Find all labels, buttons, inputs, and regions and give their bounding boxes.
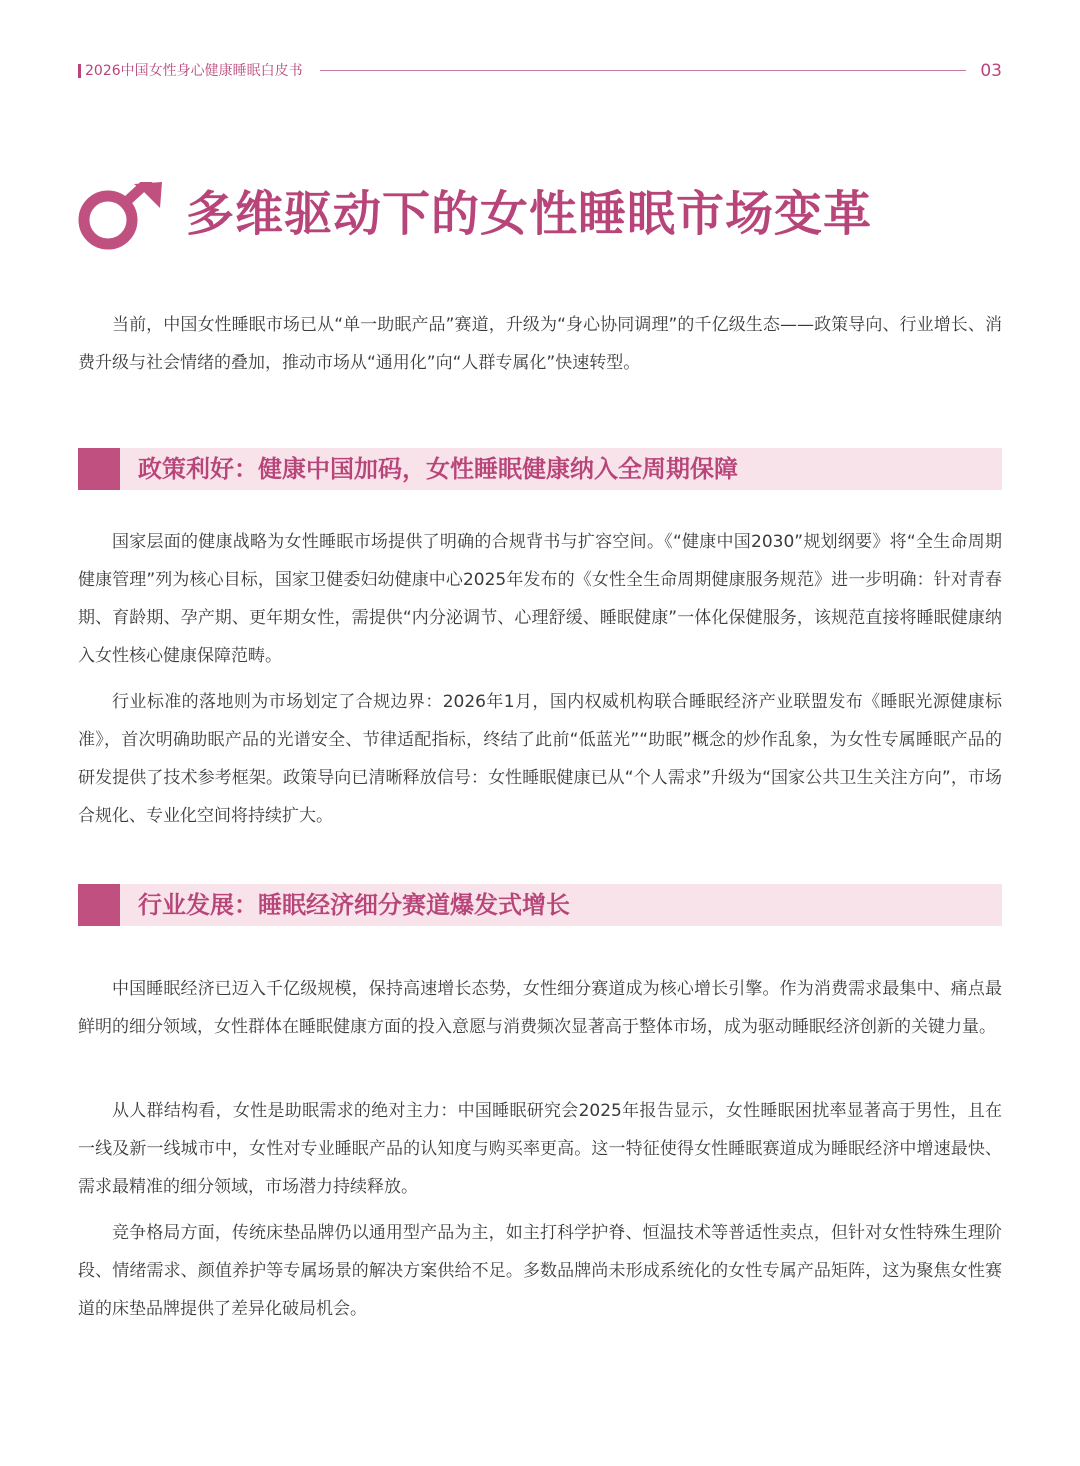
body-paragraph: 中国睡眠经济已迈入千亿级规模，保持高速增长态势，女性细分赛道成为核心增长引擎。作为消费需求最集中、痛点最鲜明的细分领域，女性群体在睡眠健康方面的投入意愿与消费频次显著高于整体市场，成为驱动睡眠经济创新的关键力量。 [78, 979, 1002, 1037]
body-paragraph: 竞争格局方面，传统床垫品牌仍以通用型产品为主，如主打科学护脊、恒温技术等普适性卖点，但针对女性特殊生理阶段、情绪需求、颜值养护等专属场景的解决方案供给不足。多数品牌尚未形成系统化的女性专属产品矩阵，这为聚焦女性赛道的床垫品牌提供了差异化破局机会。 [78, 1223, 1002, 1319]
body-paragraph: 国家层面的健康战略为女性睡眠市场提供了明确的合规背书与扩容空间。《“健康中国2030”规划纲要》将“全生命周期健康管理”列为核心目标，国家卫健委妇幼健康中心2025年发布的《女性全生命周期健康服务规范》进一步明确：针对青春期、育龄期、孕产期、更年期女性，需提供“内分泌调节、心理舒缓、睡眠健康”一体化保健服务，该规范直接将睡眠健康纳入女性核心健康保障范畴。 [78, 532, 1002, 666]
header-accent-bar [78, 64, 81, 78]
section-header-policy [78, 448, 1002, 490]
intro-paragraph: 当前，中国女性睡眠市场已从“单一助眠产品”赛道，升级为“身心协同调理”的千亿级生态——政策导向、行业增长、消费升级与社会情绪的叠加，推动市场从“通用化”向“人群专属化”快速转型。 [78, 315, 1002, 373]
header-rule [320, 70, 966, 71]
running-header [78, 60, 1002, 82]
female-symbol-icon [78, 182, 164, 252]
document-title: 2026中国女性身心健康睡眠白皮书 [85, 63, 303, 79]
section-title: 政策利好：健康中国加码，女性睡眠健康纳入全周期保障 [138, 455, 738, 483]
section-title: 行业发展：睡眠经济细分赛道爆发式增长 [138, 891, 570, 919]
section-marker [78, 448, 120, 490]
main-title-block [78, 178, 1002, 254]
section-header-industry [78, 884, 1002, 926]
page-title: 多维驱动下的女性睡眠市场变革 [186, 186, 873, 242]
page-number: 03 [980, 61, 1002, 81]
body-paragraph: 从人群结构看，女性是助眠需求的绝对主力：中国睡眠研究会2025年报告显示，女性睡眠困扰率显著高于男性，且在一线及新一线城市中，女性对专业睡眠产品的认知度与购买率更高。这一特征使得女性睡眠赛道成为睡眠经济中增速最快、需求最精准的细分领域，市场潜力持续释放。 [78, 1101, 1002, 1197]
section-marker [78, 884, 120, 926]
body-paragraph: 行业标准的落地则为市场划定了合规边界：2026年1月，国内权威机构联合睡眠经济产业联盟发布《睡眠光源健康标准》，首次明确助眠产品的光谱安全、节律适配指标，终结了此前“低蓝光”“助眠”概念的炒作乱象，为女性专属睡眠产品的研发提供了技术参考框架。政策导向已清晰释放信号：女性睡眠健康已从“个人需求”升级为“国家公共卫生关注方向”，市场合规化、专业化空间将持续扩大。 [78, 692, 1002, 826]
